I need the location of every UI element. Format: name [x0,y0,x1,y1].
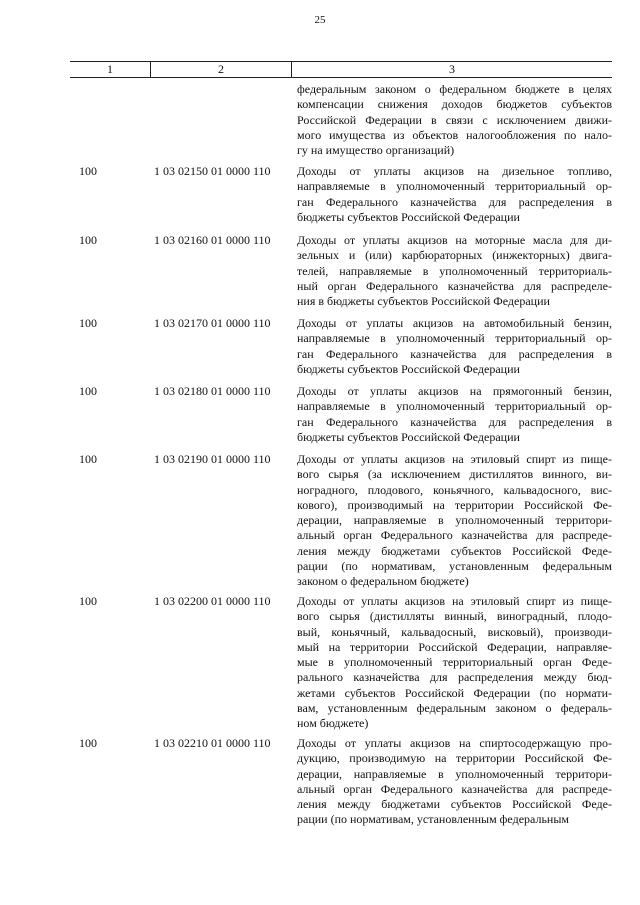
description-line: бюджеты субъектов Российской Федерации [297,429,520,444]
description-line: дерации, направляемые в уполномоченный территори- [297,513,612,528]
description-line: вый, коньячный, кальвадосный, висковый), производи- [297,624,612,639]
description-line: дерации, направляемые в уполномоченный территори- [297,766,612,781]
budget-classification-code: 1 03 02210 01 0000 110 [154,736,271,750]
admin-code: 100 [79,316,97,330]
description-line: компенсации снижения доходов бюджетов субъектов [297,97,612,112]
budget-classification-code: 1 03 02180 01 0000 110 [154,384,271,398]
admin-code: 100 [79,736,97,750]
admin-code: 100 [79,164,97,178]
description-line: альный орган Федерального казначейства для распреде- [297,781,612,796]
description-line: ган Федерального казначейства для распределения в [297,346,612,361]
description-line: направляемые в уполномоченный территориальный ор- [297,179,612,194]
description-line: направляемые в уполномоченный территориальный ор- [297,331,612,346]
description-line: ный орган Федерального казначейства для распределе- [297,278,612,293]
description-line: мый на территории Российской Федерации, направляе- [297,639,612,654]
description-line: зельных и (или) карбюраторных (инжекторных) двига- [297,248,612,263]
admin-code: 100 [79,594,97,608]
description-line: Доходы от уплаты акцизов на этиловый спирт из пище- [297,452,612,466]
revenue-description [297,452,612,590]
page-number: 25 [314,14,326,26]
description-line: вого сырья (за исключением дистиллятов винного, ви- [297,467,612,482]
description-line: кового), производимый на территории Российской Фе- [297,497,612,512]
revenue-description [297,736,612,828]
description-line: рации (по нормативам, установленным федеральным [297,559,612,574]
table-header-bottom-rule [70,77,612,78]
column-header-1: 1 [107,62,113,76]
description-line: гу на имущество организаций) [297,143,455,158]
description-line: телей, направляемые в уполномоченный территориаль- [297,263,612,278]
description-line: мого имущества из объектов налогообложения по нало- [297,127,612,142]
budget-classification-code: 1 03 02150 01 0000 110 [154,164,271,178]
description-line: ноградного, плодового, коньячного, кальвадосного, вис- [297,482,612,497]
description-line: Доходы от уплаты акцизов на этиловый спирт из пище- [297,594,612,608]
description-line: рации (по нормативам, установленным федеральным [297,812,570,827]
revenue-description [297,82,612,158]
description-line: ган Федерального казначейства для распределения в [297,414,612,429]
admin-code: 100 [79,384,97,398]
revenue-description [297,316,612,377]
revenue-description [297,233,612,309]
description-line: ган Федерального казначейства для распределения в [297,194,612,209]
description-line: ления между бюджетами субъектов Российской Феде- [297,797,612,812]
column-header-2: 2 [218,62,224,76]
description-line: ния в бюджеты субъектов Российской Федерации [297,294,550,309]
description-line: Доходы от уплаты акцизов на автомобильный бензин, [297,316,612,330]
description-line: ления между бюджетами субъектов Российской Феде- [297,543,612,558]
description-line: вого сырья (дистилляты винный, виноградный, плодо- [297,609,612,624]
description-line: бюджеты субъектов Российской Федерации [297,209,520,224]
description-line: направляемые в уполномоченный территориальный ор- [297,399,612,414]
budget-classification-code: 1 03 02190 01 0000 110 [154,452,271,466]
description-line: Доходы от уплаты акцизов на дизельное топливо, [297,164,612,178]
description-line: дукцию, производимую на территории Российской Фе- [297,751,612,766]
description-line: Российской Федерации в связи с исключением движи- [297,112,612,127]
revenue-description [297,164,612,225]
description-line: вам, установленным федеральным законом о федераль- [297,701,612,716]
description-line: федеральным законом о федеральном бюджете в целях [297,82,612,96]
budget-classification-code: 1 03 02200 01 0000 110 [154,594,271,608]
description-line: жетами субъектов Российской Федерации (по нормати- [297,685,612,700]
budget-classification-code: 1 03 02160 01 0000 110 [154,233,271,247]
budget-classification-code: 1 03 02170 01 0000 110 [154,316,271,330]
description-line: Доходы от уплаты акцизов на спиртосодержащую про- [297,736,612,750]
revenue-description [297,594,612,732]
description-line: рального казначейства для распределения между бюд- [297,670,612,685]
description-line: альный орган Федерального казначейства для распреде- [297,528,612,543]
description-line: Доходы от уплаты акцизов на прямогонный бензин, [297,384,612,398]
column-header-3: 3 [449,62,455,76]
description-line: бюджеты субъектов Российской Федерации [297,361,520,376]
admin-code: 100 [79,233,97,247]
description-line: законом о федеральном бюджете) [297,574,469,589]
revenue-description [297,384,612,445]
description-line: ном бюджете) [297,716,369,731]
admin-code: 100 [79,452,97,466]
description-line: мые в уполномоченный территориальный орган Феде- [297,655,612,670]
description-line: Доходы от уплаты акцизов на моторные масла для ди- [297,233,612,247]
